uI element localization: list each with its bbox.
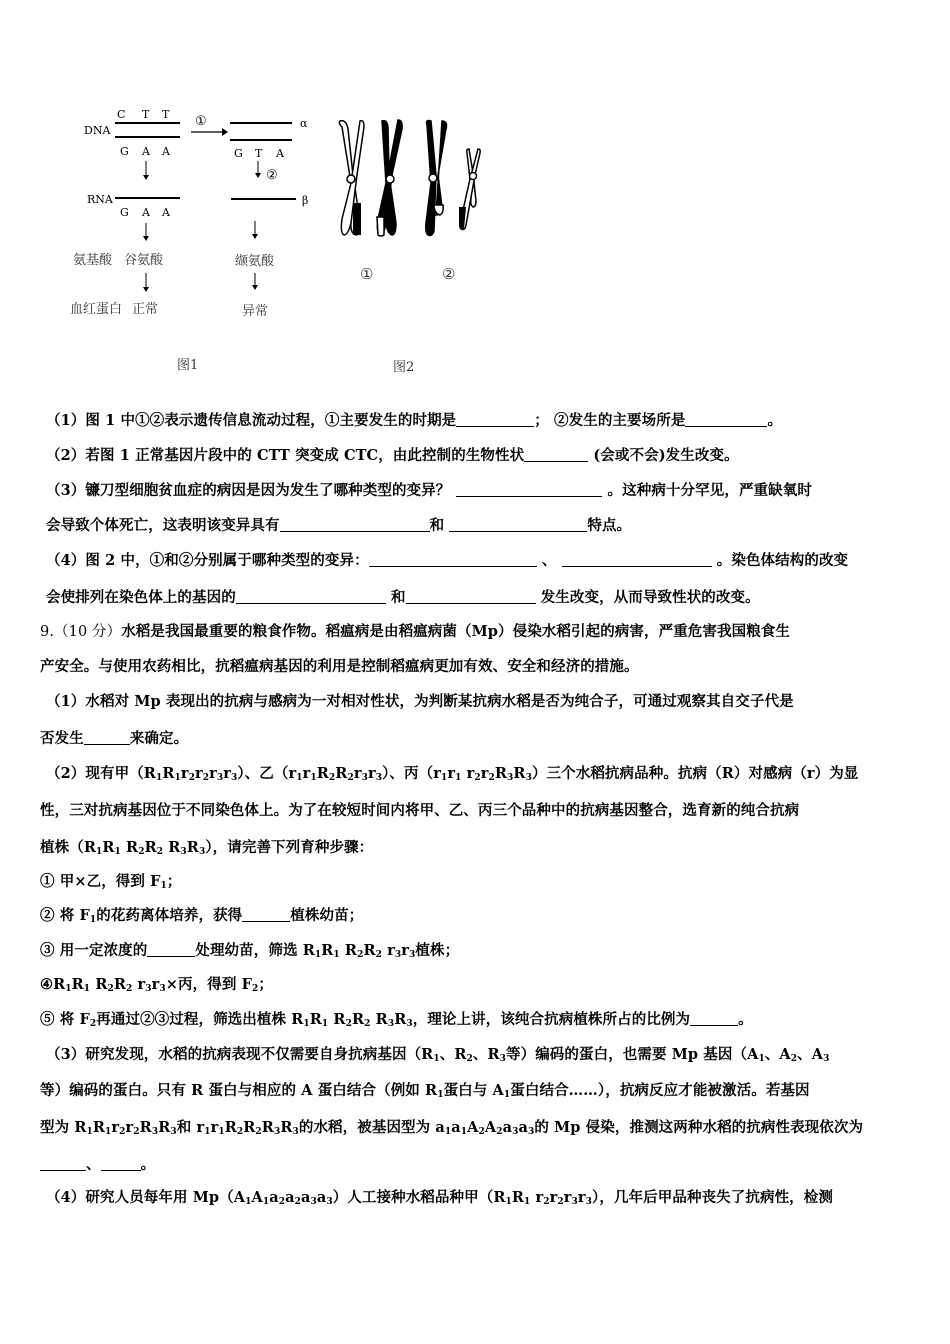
- q9-part2-line1: （2）现有甲$(R_1R_1r_2r_2r_3r_3)$、乙$(r_1r_1R_2R_2r_3r_3)$、丙（$r_1r_1$ $r_2r_2R_3R_3$）三个水稻抗病品种。抗病（R）对感病（r）为显: [46, 765, 859, 783]
- chromosome-pair-2: [426, 121, 481, 236]
- svg-text:C: C: [117, 108, 126, 121]
- q9-intro-line1: 9.（10 分）水稻是我国最重要的粮食作物。稻瘟病是由稻瘟病菌（Mp）侵染水稻引起的病害，严重危害我国粮食生: [40, 623, 790, 640]
- figure1-caption: 图1: [177, 358, 199, 373]
- alpha-label: α: [300, 117, 308, 130]
- svg-text:T: T: [142, 108, 150, 121]
- question-number: 9.（10 分）: [40, 624, 122, 640]
- q9-step4: $④R_1R_1$ $R_2R_2$ $r_3r_3\times$丙，得到 $F_2$；: [40, 976, 273, 994]
- svg-text:A: A: [162, 206, 170, 219]
- q8-part3-line1: （3）镰刀型细胞贫血症的病因是因为发生了哪种类型的变异？ 。这种病十分罕见，严重缺氧时: [46, 482, 812, 499]
- answer-blank[interactable]: [685, 412, 767, 427]
- svg-text:G: G: [234, 147, 243, 160]
- q9-part1-line1: （1）水稻对 Mp 表现出的抗病与感病为一对相对性状，为判断某抗病水稻是否为纯合子，可通过观察其自交子代是: [46, 693, 794, 710]
- answer-blank[interactable]: [456, 412, 534, 427]
- answer-blank[interactable]: [280, 517, 430, 532]
- q8-part2: （2）若图 1 正常基因片段中的 CTT 突变成 CTC，由此控制的生物性状 (会或不会)发生改变。: [46, 447, 739, 464]
- svg-text:A: A: [142, 145, 150, 158]
- protein-left: 正常: [132, 302, 159, 317]
- svg-text:G: G: [120, 206, 129, 219]
- process1-marker: ①: [195, 114, 207, 129]
- q8-part3-line2: 会导致个体死亡，这表明该变异具有 和 特点。: [46, 517, 632, 534]
- dna-label: DNA: [84, 124, 111, 137]
- q9-step1: ① 甲×乙，得到 $F_1$；: [40, 873, 182, 891]
- process2-marker: ②: [266, 168, 278, 183]
- answer-blank[interactable]: [101, 1156, 141, 1171]
- figures: [70, 95, 500, 385]
- answer-blank[interactable]: [449, 517, 587, 532]
- q9-part2-line2: 性，三对抗病基因位于不同染色体上。为了在较短时间内将甲、乙、丙三个品种中的抗病基因整合，选育新的纯合抗病: [40, 802, 800, 819]
- answer-blank[interactable]: [40, 1156, 86, 1171]
- figure2-marker-2: ②: [442, 265, 456, 283]
- answer-blank[interactable]: [406, 589, 536, 604]
- figure1-dna-diagram: [70, 95, 500, 385]
- answer-blank[interactable]: [242, 907, 290, 922]
- chromosome-pair-1: [339, 120, 402, 236]
- svg-text:G: G: [120, 145, 129, 158]
- answer-blank[interactable]: [147, 942, 195, 957]
- amino-acid-label: 氨基酸: [73, 253, 113, 268]
- beta-label: β: [302, 194, 309, 207]
- svg-text:A: A: [276, 147, 284, 160]
- protein-right: 异常: [242, 304, 269, 319]
- q9-step2: ② 将 $F_1$的花药离体培养，获得 植株幼苗；: [40, 907, 364, 925]
- svg-text:A: A: [162, 145, 170, 158]
- figure2-caption: 图2: [393, 360, 415, 375]
- q8-part4-line1: （4）图 2 中，①和②分别属于哪种类型的变异： 、 。染色体结构的改变: [46, 552, 849, 569]
- answer-blank[interactable]: [236, 589, 386, 604]
- rna-label: RNA: [87, 193, 113, 206]
- q9-part3-line1: （3）研究发现，水稻的抗病表现不仅需要自身抗病基因（$R_1$、$R_2$、$R_3$等）编码的蛋白，也需要 Mp 基因（$A_1$、$A_2$、$A_3$: [46, 1046, 830, 1064]
- amino-left: 谷氨酸: [124, 253, 164, 268]
- arrow-icon: [222, 128, 228, 136]
- q9-step3: ③ 用一定浓度的 处理幼苗，筛选 $R_1R_1$ $R_2R_2$ $r_3r_3$植株；: [40, 942, 460, 960]
- answer-blank[interactable]: [84, 730, 130, 745]
- svg-text:T: T: [162, 108, 170, 121]
- answer-blank[interactable]: [456, 482, 602, 497]
- answer-blank[interactable]: [369, 552, 537, 567]
- figure2-marker-1: ①: [360, 265, 374, 283]
- svg-text:T: T: [255, 147, 263, 160]
- q9-part2-line3: 植株（$R_1R_1$ $R_2R_2$ $R_3R_3$），请完善下列育种步骤：: [40, 839, 374, 857]
- q9-intro-line2: 产安全。与使用农药相比，抗稻瘟病基因的利用是控制稻瘟病更加有效、安全和经济的措施。: [40, 658, 639, 675]
- answer-blank[interactable]: [524, 447, 588, 462]
- q9-part3-line2: 等）编码的蛋白。只有 R 蛋白与相应的 A 蛋白结合（例如 $R_1$蛋白与 $A_1$蛋白结合……），抗病反应才能被激活。若基因: [40, 1082, 810, 1100]
- answer-blank[interactable]: [690, 1011, 738, 1026]
- amino-right: 缬氨酸: [235, 254, 275, 269]
- q9-part4-line1: （4）研究人员每年用 $Mp(A_1A_1a_2a_2a_3a_3)$人工接种水稻品种甲（$R_1R_1$ $r_2r_2r_3r_3$），几年后甲品种丧失了抗病性，检测: [46, 1189, 833, 1207]
- q9-part1-line2: 否发生 来确定。: [40, 730, 189, 747]
- q8-part4-line2: 会使排列在染色体上的基因的 和 发生改变，从而导致性状的改变。: [46, 589, 760, 606]
- svg-text:A: A: [142, 206, 150, 219]
- q8-part1: （1）图 1 中①②表示遗传信息流动过程，①主要发生的时期是 ； ②发生的主要场所是 。: [46, 412, 783, 429]
- q9-part3-line3: 型为 $R_1R_1r_2r_2R_3R_3$和 $r_1r_1R_2R_2R_3R_3$的水稻，被基因型为 $a_1a_1A_2A_2a_3a_3$的 Mp 侵染，推测这两种水稻的抗病性表现依次为: [40, 1119, 864, 1137]
- q9-step5: ⑤ 将 $F_2$再通过②③过程，筛选出植株 $R_1R_1$ $R_2R_2$ $R_3R_3$，理论上讲，该纯合抗病植株所占的比例为 。: [40, 1011, 753, 1029]
- protein-label: 血红蛋白: [70, 302, 123, 317]
- q9-part3-line4: 、 。: [40, 1155, 900, 1175]
- answer-blank[interactable]: [562, 552, 712, 567]
